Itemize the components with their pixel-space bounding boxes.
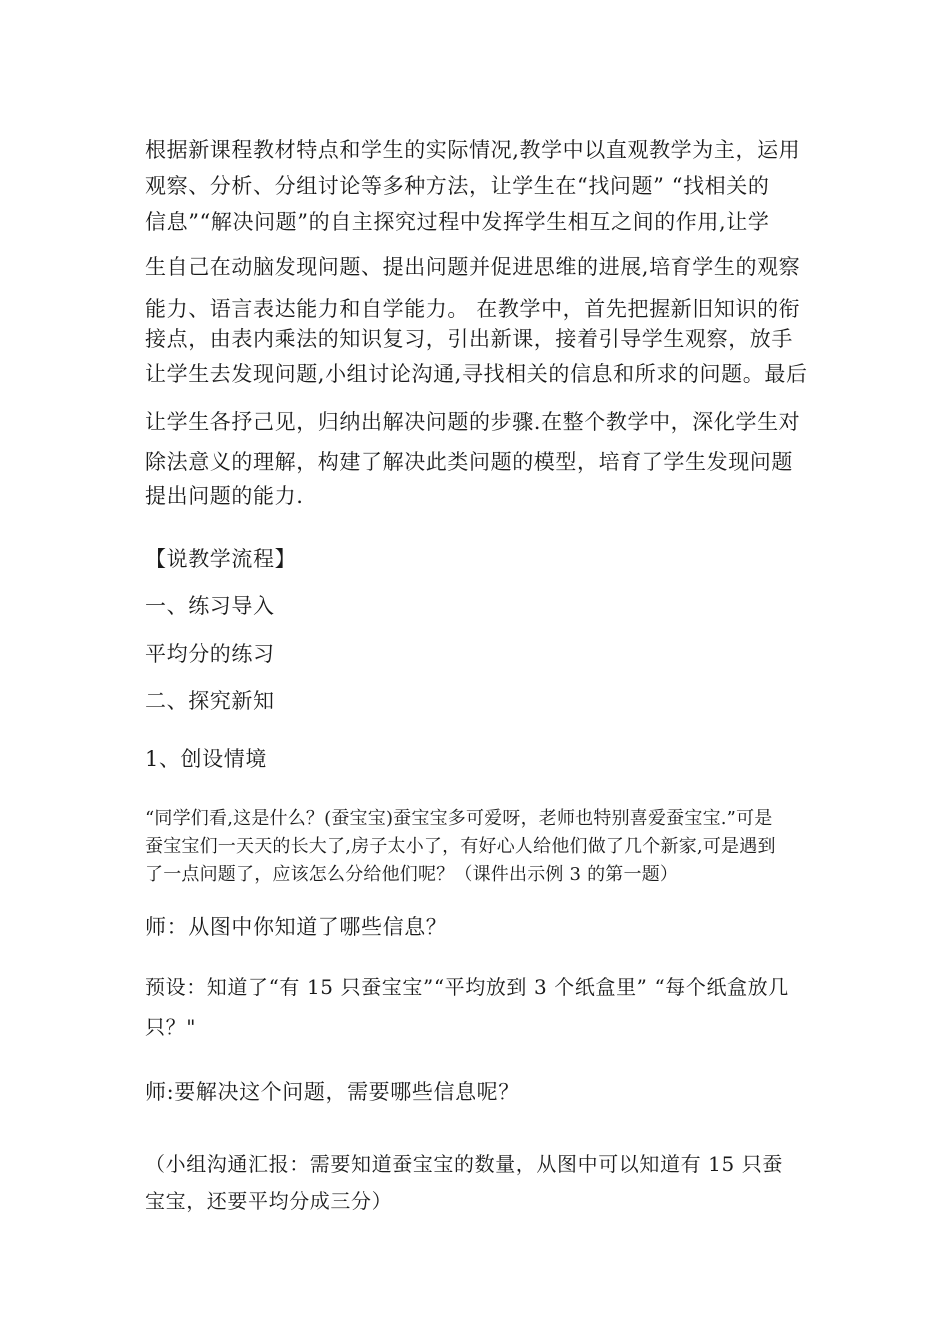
intro-line-7: 让学生去发现问题,小组讨论沟通,寻找相关的信息和所求的问题。最后	[145, 362, 808, 386]
intro-line-8: 让学生各抒己见，归纳出解决问题的步骤.在整个教学中，深化学生对	[145, 410, 801, 434]
part1-title: 一、练习导入	[145, 594, 275, 618]
intro-line-10: 提出问题的能力.	[145, 484, 304, 508]
intro-line-4: 生自己在动脑发现问题、提出问题并促进思维的进展,培育学生的观察	[145, 255, 801, 279]
intro-line-6: 接点，由表内乘法的知识复习，引出新课，接着引导学生观察，放手	[145, 327, 793, 351]
sub1-title: 1、创设情境	[145, 747, 267, 771]
part2-title: 二、探究新知	[145, 689, 275, 713]
intro-line-3: 信息”“解决问题”的自主探究过程中发挥学生相互之间的作用,让学	[145, 210, 770, 234]
part1-text: 平均分的练习	[145, 642, 275, 666]
group-report-line-1: （小组沟通汇报：需要知道蚕宝宝的数量，从图中可以知道有 15 只蚕	[145, 1152, 783, 1176]
section-title: 【说教学流程】	[145, 547, 297, 571]
intro-line-2: 观察、分析、分组讨论等多种方法，让学生在“找问题” “找相关的	[145, 174, 770, 198]
preset-line-2: 只？"	[145, 1015, 196, 1039]
preset-line-1: 预设：知道了“有 15 只蚕宝宝”“平均放到 3 个纸盒里” “每个纸盒放几	[145, 975, 789, 999]
teacher-question-2: 师:要解决这个问题，需要哪些信息呢？	[145, 1080, 520, 1104]
intro-line-1: 根据新课程教材特点和学生的实际情况,教学中以直观教学为主，运用	[145, 138, 801, 162]
group-report-line-2: 宝宝，还要平均分成三分）	[145, 1189, 393, 1213]
scenario-line-2: 蚕宝宝们一天天的长大了,房子太小了，有好心人给他们做了几个新家,可是遇到	[145, 836, 776, 857]
scenario-line-1: “同学们看,这是什么？(蚕宝宝)蚕宝宝多可爱呀，老师也特别喜爱蚕宝宝.”可是	[145, 808, 773, 829]
intro-line-9: 除法意义的理解，构建了解决此类问题的模型，培育了学生发现问题	[145, 450, 793, 474]
scenario-line-3: 了一点问题了，应该怎么分给他们呢？（课件出示例 3 的第一题）	[145, 864, 679, 885]
intro-line-5: 能力、语言表达能力和自学能力。 在教学中，首先把握新旧知识的衔	[145, 297, 801, 321]
teacher-question-1: 师：从图中你知道了哪些信息？	[145, 915, 448, 939]
